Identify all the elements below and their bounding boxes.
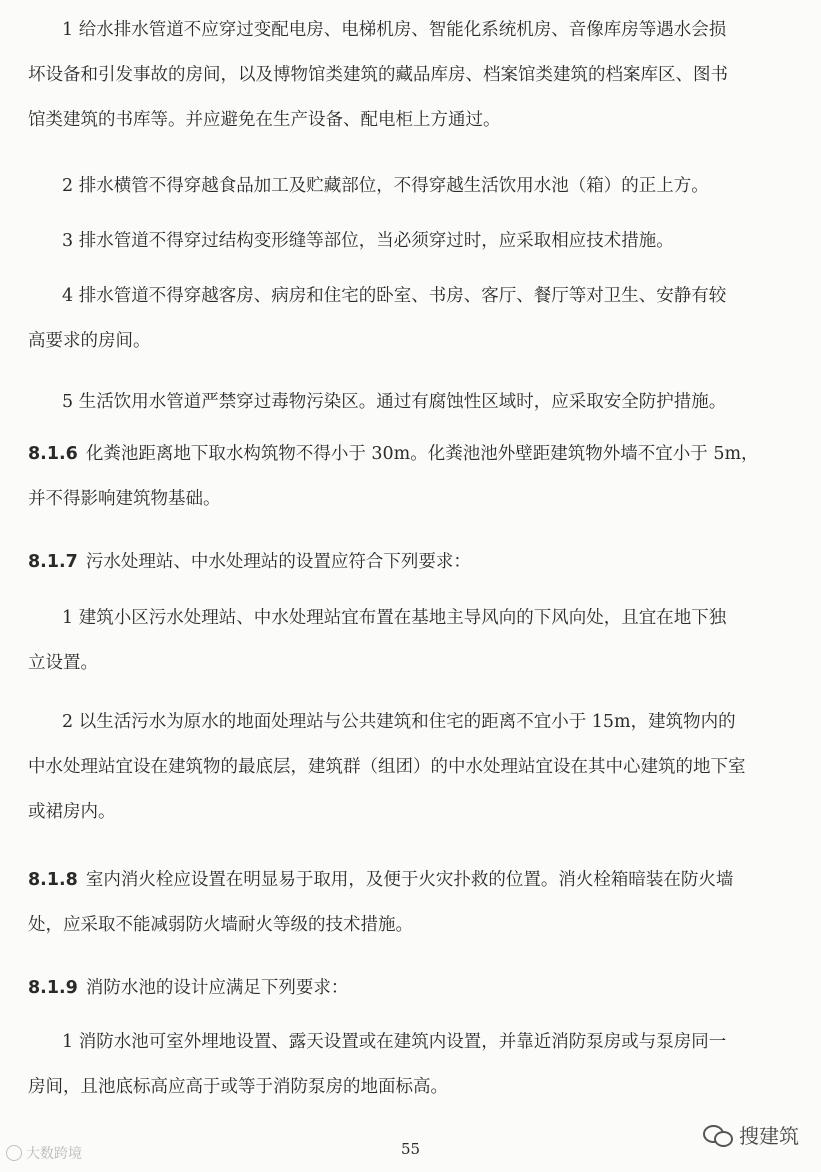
- paragraph-5: [28, 380, 798, 425]
- line: 污水处理站、中水处理站的设置应符合下列要求：: [85, 552, 471, 572]
- watermark-left: [6, 1143, 82, 1163]
- line: 并不得影响建筑物基础。: [28, 489, 221, 509]
- line: 2 排水横管不得穿越食品加工及贮藏部位，不得穿越生活饮用水池（箱）的正上方。: [62, 176, 709, 196]
- line: 馆类建筑的书库等。并应避免在生产设备、配电柜上方通过。: [28, 110, 501, 130]
- line: 高要求的房间。: [28, 331, 151, 351]
- line: 房间，且池底标高应高于或等于消防泵房的地面标高。: [28, 1077, 448, 1097]
- paragraph-2: [28, 164, 798, 209]
- line: 2 以生活污水为原水的地面处理站与公共建筑和住宅的距离不宜小于 15m，建筑物内的: [62, 712, 736, 732]
- line: 或裙房内。: [28, 802, 116, 822]
- line: 1 建筑小区污水处理站、中水处理站宜布置在基地主导风向的下风向处，且宜在地下独: [62, 608, 727, 628]
- line: 1 消防水池可室外埋地设置、露天设置或在建筑内设置，并靠近消防泵房或与泵房同一: [62, 1032, 727, 1052]
- clause-number: 8.1.8: [28, 870, 78, 890]
- line: 立设置。: [28, 653, 98, 673]
- wechat-icon: [703, 1124, 733, 1146]
- paragraph-3: [28, 219, 798, 264]
- line: 中水处理站宜设在建筑物的最底层，建筑群（组团）的中水处理站宜设在其中心建筑的地下室: [28, 757, 746, 777]
- page-number: 55: [400, 1140, 421, 1158]
- clause-number: 8.1.6: [28, 444, 78, 464]
- line: 室内消火栓应设置在明显易于取用，及便于火灾扑救的位置。消火栓箱暗装在防火墙: [85, 870, 734, 890]
- line: 处，应采取不能减弱防火墙耐火等级的技术措施。: [28, 915, 413, 935]
- line: 化粪池距离地下取水构筑物不得小于 30m。化粪池池外壁距建筑物外墙不宜小于 5m，: [85, 444, 759, 464]
- clause-8-1-9: [28, 966, 798, 1011]
- paragraph-8-1-7-1: [28, 596, 798, 686]
- line: 3 排水管道不得穿过结构变形缝等部位，当必须穿过时，应采取相应技术措施。: [62, 231, 674, 251]
- clause-8-1-8: [28, 858, 798, 948]
- watermark-logo-icon: [6, 1145, 22, 1161]
- clause-number: 8.1.9: [28, 978, 78, 998]
- clause-number: 8.1.7: [28, 552, 78, 572]
- watermark-right: [703, 1120, 799, 1149]
- clause-8-1-7: [28, 540, 798, 585]
- paragraph-8-1-7-2: [28, 700, 798, 835]
- line: 5 生活饮用水管道严禁穿过毒物污染区。通过有腐蚀性区域时，应采取安全防护措施。: [62, 392, 727, 412]
- line: 4 排水管道不得穿越客房、病房和住宅的卧室、书房、客厅、餐厅等对卫生、安静有较: [62, 286, 727, 306]
- watermark-left-text: 大数跨境: [26, 1146, 82, 1162]
- watermark-right-text: 搜建筑: [739, 1124, 799, 1148]
- paragraph-4: [28, 274, 798, 364]
- line: 坏设备和引发事故的房间，以及博物馆类建筑的藏品库房、档案馆类建筑的档案库区、图书: [28, 65, 728, 85]
- paragraph-8-1-9-1: [28, 1020, 798, 1110]
- clause-8-1-6: [28, 432, 798, 522]
- paragraph-1: [28, 8, 798, 143]
- line: 消防水池的设计应满足下列要求：: [85, 978, 349, 998]
- line: 1 给水排水管道不应穿过变配电房、电梯机房、智能化系统机房、音像库房等遇水会损: [62, 20, 727, 40]
